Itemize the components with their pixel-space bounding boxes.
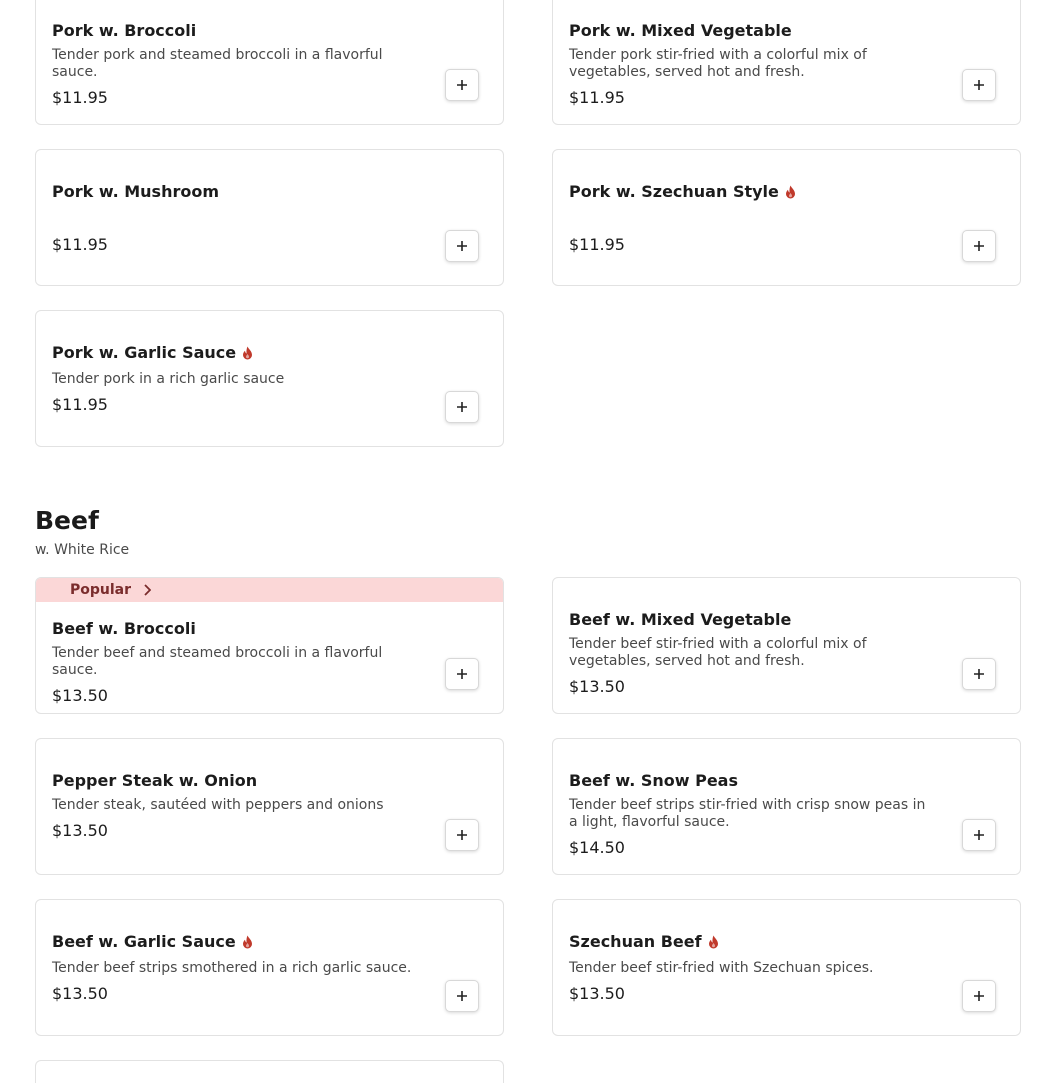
add-to-cart-button[interactable]	[445, 980, 479, 1012]
section-subtitle: w. White Rice	[35, 542, 130, 558]
spicy-chili-icon	[241, 346, 254, 361]
plus-icon	[456, 668, 468, 680]
popular-badge-label: Popular	[70, 582, 132, 598]
add-to-cart-button[interactable]	[962, 819, 996, 851]
menu-item-price: $13.50	[52, 821, 108, 840]
menu-item-name: Beef w. Snow Peas	[569, 771, 738, 790]
menu-item-name: Beef w. Garlic Sauce	[52, 932, 236, 951]
add-to-cart-button[interactable]	[962, 980, 996, 1012]
add-to-cart-button[interactable]	[962, 230, 996, 262]
menu-item-price: $14.50	[569, 838, 625, 857]
plus-icon	[973, 668, 985, 680]
menu-item-description: Tender beef stir-fried with Szechuan spices.	[569, 960, 874, 976]
menu-item-name: Pork w. Garlic Sauce	[52, 343, 237, 362]
menu-item-card[interactable]	[552, 0, 1021, 125]
plus-icon	[456, 401, 468, 413]
menu-item-price: $13.50	[52, 984, 108, 1003]
menu-item-card[interactable]	[552, 899, 1021, 1036]
add-to-cart-button[interactable]	[445, 69, 479, 101]
menu-item-title-row	[569, 932, 930, 952]
plus-icon	[973, 829, 985, 841]
menu-item-card[interactable]	[35, 577, 504, 714]
plus-icon	[456, 829, 468, 841]
spicy-chili-icon	[241, 935, 254, 950]
menu-item-price: $13.50	[569, 984, 625, 1003]
menu-item-name: Pork w. Mixed Vegetable	[569, 21, 792, 40]
add-to-cart-button[interactable]	[962, 658, 996, 690]
menu-item-card[interactable]	[35, 738, 504, 875]
menu-item-title-row	[569, 182, 930, 202]
plus-icon	[456, 990, 468, 1002]
menu-item-card[interactable]	[35, 899, 504, 1036]
menu-item-card[interactable]	[35, 310, 504, 447]
add-to-cart-button[interactable]	[445, 658, 479, 690]
menu-item-name: Pepper Steak w. Onion	[52, 771, 258, 790]
popular-badge[interactable]	[36, 578, 503, 602]
plus-icon	[973, 79, 985, 91]
menu-item-name: Pork w. Szechuan Style	[569, 182, 779, 201]
menu-item-description: Tender beef strips smothered in a rich garlic sauce.	[52, 960, 412, 976]
menu-item-description: Tender pork in a rich garlic sauce	[52, 371, 285, 387]
menu-item-name: Beef w. Broccoli	[52, 619, 196, 638]
spicy-chili-icon	[707, 935, 720, 950]
menu-item-price: $13.50	[569, 677, 625, 696]
menu-item-description: Tender steak, sautéed with peppers and onions	[52, 797, 384, 813]
plus-icon	[973, 240, 985, 252]
menu-item-card[interactable]	[35, 1060, 504, 1083]
menu-item-card[interactable]	[552, 577, 1021, 714]
menu-item-card[interactable]	[552, 738, 1021, 875]
menu-item-description: Tender beef strips stir-fried with crisp snow peas in a light, flavorful sauce.	[569, 797, 926, 830]
plus-icon	[456, 240, 468, 252]
add-to-cart-button[interactable]	[445, 819, 479, 851]
menu-item-title-row	[52, 932, 413, 952]
menu-item-name: Beef w. Mixed Vegetable	[569, 610, 792, 629]
menu-item-card[interactable]	[552, 149, 1021, 286]
menu-item-description: Tender pork and steamed broccoli in a flavorful sauce.	[52, 47, 383, 80]
section-title: Beef	[35, 506, 99, 535]
menu-item-card[interactable]	[35, 149, 504, 286]
menu-item-name: Pork w. Broccoli	[52, 21, 197, 40]
spicy-chili-icon	[784, 185, 797, 200]
add-to-cart-button[interactable]	[445, 230, 479, 262]
menu-item-price: $13.50	[52, 686, 108, 705]
menu-item-name: Szechuan Beef	[569, 932, 702, 951]
menu-item-price: $11.95	[52, 235, 108, 254]
menu-item-price: $11.95	[569, 235, 625, 254]
add-to-cart-button[interactable]	[445, 391, 479, 423]
menu-item-card[interactable]	[35, 0, 504, 125]
menu-item-price: $11.95	[52, 395, 108, 414]
add-to-cart-button[interactable]	[962, 69, 996, 101]
menu-item-price: $11.95	[52, 88, 108, 107]
chevron-right-icon	[143, 584, 151, 596]
menu-item-price: $11.95	[569, 88, 625, 107]
menu-item-description: Tender beef stir-fried with a colorful mix of vegetables, served hot and fresh.	[569, 636, 867, 669]
menu-item-description: Tender pork stir-fried with a colorful mix of vegetables, served hot and fresh.	[569, 47, 867, 80]
menu-item-description: Tender beef and steamed broccoli in a flavorful sauce.	[52, 645, 383, 678]
menu-item-title-row	[52, 343, 413, 363]
plus-icon	[456, 79, 468, 91]
plus-icon	[973, 990, 985, 1002]
menu-item-name: Pork w. Mushroom	[52, 182, 219, 201]
